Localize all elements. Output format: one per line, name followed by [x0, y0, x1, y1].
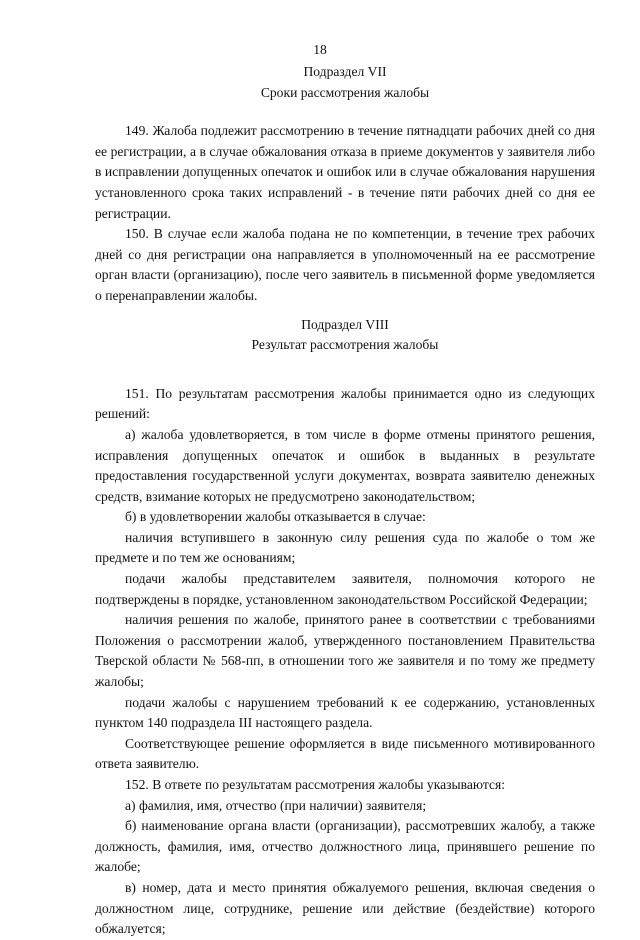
paragraph-152-c: в) номер, дата и место принятия обжалуемого решения, включая сведения о должностном лице, сотруднике, решение или действие (бездействие) которого обжалуется; — [95, 879, 595, 937]
paragraph-152-b: б) наименование органа власти (организации), рассмотревших жалобу, а также должность, фамилия, имя, отчество должностного лица, принявшего решение по жалобе; — [95, 818, 595, 875]
paragraph-151: 151. По результатам рассмотрения жалобы принимается одно из следующих решений: — [95, 385, 595, 422]
paragraph-149: 149. Жалоба подлежит рассмотрению в течение пятнадцати рабочих дней со дня ее регистрации, а в случае обжалования отказа в приеме документов у заявителя либо в исправлении допущенных опечаток и ошибок или в случае обжалования нарушения установленного срока таких исправлений - в течение пяти рабочих дней со дня ее регистрации. — [95, 123, 595, 221]
paragraph-151-b-4: подачи жалобы с нарушением требований к ее содержанию, установленных пунктом 140 подраздела III настоящего раздела. — [95, 694, 595, 731]
section-8-heading: Подраздел VIII — [301, 316, 389, 332]
paragraph-151-b-1: наличия вступившего в законную силу решения суда по жалобе о том же предмете и по тем же основаниям; — [95, 529, 595, 566]
spacer — [95, 356, 595, 374]
paragraph-151-b-2: подачи жалобы представителем заявителя, полномочия которого не подтверждены в порядке, установленном законодательством Российской Федерации; — [95, 571, 595, 607]
paragraph-152: 152. В ответе по результатам рассмотрения жалобы указываются: — [125, 777, 506, 792]
paragraph-151-a: а) жалоба удовлетворяется, в том числе в форме отмены принятого решения, исправления допущенных опечаток и ошибок в выданных в результате предоставления государственной услуги документах, возврата заявителю денежных средств, взимание которых не предусмотрено законодательством; — [95, 426, 595, 504]
section-8-subheading: Результат рассмотрения жалобы — [251, 337, 439, 353]
paragraph-151-b: б) в удовлетворении жалобы отказывается в случае: — [125, 509, 426, 525]
document-body — [95, 62, 595, 940]
section-7-heading: Подраздел VII — [303, 64, 387, 79]
section-7-subheading: Сроки рассмотрения жалобы — [260, 84, 430, 100]
paragraph-151-b-3: наличия решения по жалобе, принятого ранее в соответствии с требованиями Положения о рассмотрении жалоб, утвержденного постановлением Правительства Тверской области № 568-пп, в отношении того же заявителя и по тому же предмету жалобы; — [95, 612, 595, 690]
page-number: 18 — [313, 42, 327, 57]
spacer — [95, 103, 595, 121]
paragraph-152-a: а) фамилия, имя, отчество (при наличии) заявителя; — [125, 797, 427, 813]
paragraph-150: 150. В случае если жалоба подана не по компетенции, в течение трех рабочих дней со дня регистрации она направляется в уполномоченный на ее рассмотрение орган власти (организацию), после чего заявитель в письменной форме уведомляется о перенаправлении жалобы. — [95, 226, 595, 303]
paragraph-151-c: Соответствующее решение оформляется в виде письменного мотивированного ответа заявителю. — [95, 735, 595, 772]
